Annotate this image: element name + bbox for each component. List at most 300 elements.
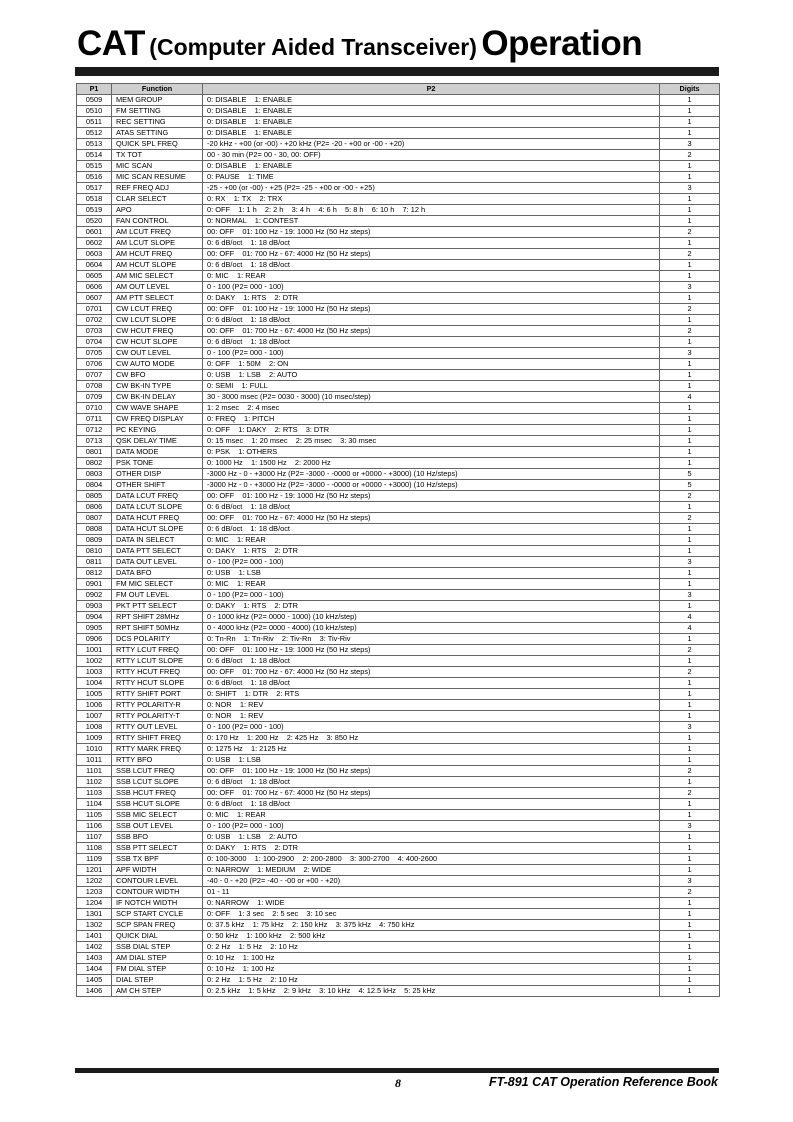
p2-cell: 0: 6 dB/oct 1: 18 dB/oct [203, 678, 660, 689]
table-row [77, 700, 720, 711]
digits-cell: 1 [660, 128, 720, 139]
table-row [77, 546, 720, 557]
table-row [77, 986, 720, 997]
digits-cell: 1 [660, 293, 720, 304]
p1-cell: 0708 [77, 381, 112, 392]
p2-cell: 0: 170 Hz 1: 200 Hz 2: 425 Hz 3: 850 Hz [203, 733, 660, 744]
table-body [77, 95, 720, 997]
p1-cell: 1109 [77, 854, 112, 865]
p1-cell: 0703 [77, 326, 112, 337]
p2-cell: 0: SEMI 1: FULL [203, 381, 660, 392]
table-row [77, 964, 720, 975]
function-cell: CW HCUT FREQ [112, 326, 203, 337]
function-cell: SSB HCUT SLOPE [112, 799, 203, 810]
table-row [77, 95, 720, 106]
function-cell: DATA PTT SELECT [112, 546, 203, 557]
p2-cell: 0: DAKY 1: RTS 2: DTR [203, 546, 660, 557]
digits-cell: 3 [660, 348, 720, 359]
function-cell: AM MIC SELECT [112, 271, 203, 282]
p1-cell: 0809 [77, 535, 112, 546]
p2-cell: 0 - 100 (P2= 000 - 100) [203, 821, 660, 832]
function-cell: DATA LCUT SLOPE [112, 502, 203, 513]
p1-cell: 0520 [77, 216, 112, 227]
p2-cell: -3000 Hz - 0 - +3000 Hz (P2= -3000 - -0000 or +0000 - +3000) (10 Hz/steps) [203, 469, 660, 480]
p2-cell: 00: OFF 01: 100 Hz - 19: 1000 Hz (50 Hz steps) [203, 227, 660, 238]
table-row [77, 568, 720, 579]
table-row [77, 128, 720, 139]
function-cell: TX TOT [112, 150, 203, 161]
p1-cell: 0705 [77, 348, 112, 359]
p1-cell: 0806 [77, 502, 112, 513]
p2-cell: 0: MIC 1: REAR [203, 271, 660, 282]
table-row [77, 414, 720, 425]
table-row [77, 205, 720, 216]
digits-cell: 4 [660, 623, 720, 634]
p1-cell: 0802 [77, 458, 112, 469]
function-cell: RTTY POLARITY-T [112, 711, 203, 722]
table-row [77, 887, 720, 898]
table-row [77, 920, 720, 931]
function-cell: FM MIC SELECT [112, 579, 203, 590]
digits-cell: 1 [660, 865, 720, 876]
p1-cell: 1405 [77, 975, 112, 986]
p1-cell: 0711 [77, 414, 112, 425]
col-header-digits: Digits [660, 84, 720, 95]
table-row [77, 535, 720, 546]
digits-cell: 2 [660, 249, 720, 260]
table-row [77, 590, 720, 601]
function-cell: SSB BFO [112, 832, 203, 843]
p2-cell: 00: OFF 01: 700 Hz - 67: 4000 Hz (50 Hz steps) [203, 667, 660, 678]
page-number: 8 [395, 1076, 401, 1090]
digits-cell: 1 [660, 898, 720, 909]
page-title [77, 22, 717, 66]
digits-cell: 1 [660, 634, 720, 645]
digits-cell: 1 [660, 260, 720, 271]
p1-cell: 1406 [77, 986, 112, 997]
p2-cell: 0 - 4000 kHz (P2= 0000 - 4000) (10 kHz/step) [203, 623, 660, 634]
digits-cell: 1 [660, 95, 720, 106]
digits-cell: 1 [660, 447, 720, 458]
digits-cell: 1 [660, 425, 720, 436]
p2-cell: 0: NOR 1: REV [203, 700, 660, 711]
digits-cell: 3 [660, 590, 720, 601]
function-cell: PC KEYING [112, 425, 203, 436]
p1-cell: 0902 [77, 590, 112, 601]
table-row [77, 799, 720, 810]
p2-cell: 0: USB 1: LSB 2: AUTO [203, 832, 660, 843]
p1-cell: 1403 [77, 953, 112, 964]
function-cell: REC SETTING [112, 117, 203, 128]
digits-cell: 1 [660, 975, 720, 986]
function-cell: RTTY OUT LEVEL [112, 722, 203, 733]
function-cell: RTTY HCUT SLOPE [112, 678, 203, 689]
table-row [77, 832, 720, 843]
p2-cell: 00: OFF 01: 700 Hz - 67: 4000 Hz (50 Hz steps) [203, 513, 660, 524]
p1-cell: 1301 [77, 909, 112, 920]
function-cell: ATAS SETTING [112, 128, 203, 139]
p1-cell: 1005 [77, 689, 112, 700]
function-cell: CW BK-IN DELAY [112, 392, 203, 403]
table-row [77, 623, 720, 634]
p1-cell: 0704 [77, 337, 112, 348]
digits-cell: 1 [660, 986, 720, 997]
p2-cell: 0: DAKY 1: RTS 2: DTR [203, 843, 660, 854]
digits-cell: 1 [660, 854, 720, 865]
p2-cell: 0: 100-3000 1: 100-2900 2: 200-2800 3: 300-2700 4: 400-2600 [203, 854, 660, 865]
table-header-row [77, 84, 720, 95]
p2-cell: 0: DAKY 1: RTS 2: DTR [203, 601, 660, 612]
p2-cell: 00: OFF 01: 100 Hz - 19: 1000 Hz (50 Hz steps) [203, 766, 660, 777]
digits-cell: 1 [660, 601, 720, 612]
p2-cell: 0: 6 dB/oct 1: 18 dB/oct [203, 502, 660, 513]
table-row [77, 469, 720, 480]
table-row [77, 975, 720, 986]
function-cell: OTHER DISP [112, 469, 203, 480]
p2-cell: 00: OFF 01: 100 Hz - 19: 1000 Hz (50 Hz steps) [203, 491, 660, 502]
p2-cell: 00: OFF 01: 700 Hz - 67: 4000 Hz (50 Hz steps) [203, 326, 660, 337]
p2-cell: 0: 2 Hz 1: 5 Hz 2: 10 Hz [203, 942, 660, 953]
p2-cell: 0 - 100 (P2= 000 - 100) [203, 282, 660, 293]
p1-cell: 0601 [77, 227, 112, 238]
digits-cell: 2 [660, 304, 720, 315]
p2-cell: 0: USB 1: LSB [203, 755, 660, 766]
table-row [77, 502, 720, 513]
function-cell: CW BK-IN TYPE [112, 381, 203, 392]
p2-cell: 1: 2 msec 2: 4 msec [203, 403, 660, 414]
function-cell: QSK DELAY TIME [112, 436, 203, 447]
p1-cell: 0904 [77, 612, 112, 623]
digits-cell: 2 [660, 227, 720, 238]
p1-cell: 1003 [77, 667, 112, 678]
table-row [77, 733, 720, 744]
table-row [77, 645, 720, 656]
function-cell: SCP SPAN FREQ [112, 920, 203, 931]
table-row [77, 172, 720, 183]
p1-cell: 1101 [77, 766, 112, 777]
p2-cell: 0: OFF 1: 1 h 2: 2 h 3: 4 h 4: 6 h 5: 8 h 6: 10 h 7: 12 h [203, 205, 660, 216]
p1-cell: 0709 [77, 392, 112, 403]
function-cell: CW FREQ DISPLAY [112, 414, 203, 425]
digits-cell: 1 [660, 953, 720, 964]
table-row [77, 876, 720, 887]
function-cell: DATA LCUT FREQ [112, 491, 203, 502]
digits-cell: 1 [660, 194, 720, 205]
table-row [77, 392, 720, 403]
digits-cell: 2 [660, 491, 720, 502]
digits-cell: 1 [660, 689, 720, 700]
table-row [77, 216, 720, 227]
digits-cell: 1 [660, 843, 720, 854]
p2-cell: 0 - 100 (P2= 000 - 100) [203, 590, 660, 601]
p1-cell: 0602 [77, 238, 112, 249]
p1-cell: 0808 [77, 524, 112, 535]
digits-cell: 1 [660, 117, 720, 128]
table-row [77, 425, 720, 436]
table-row [77, 304, 720, 315]
p2-cell: 0: DISABLE 1: ENABLE [203, 117, 660, 128]
title-rule [75, 67, 719, 76]
table-row [77, 271, 720, 282]
p2-cell: 0: 6 dB/oct 1: 18 dB/oct [203, 238, 660, 249]
p2-cell: 0: NARROW 1: MEDIUM 2: WIDE [203, 865, 660, 876]
function-cell: CONTOUR WIDTH [112, 887, 203, 898]
p2-cell: 0: NARROW 1: WIDE [203, 898, 660, 909]
p1-cell: 0805 [77, 491, 112, 502]
table-row [77, 436, 720, 447]
digits-cell: 1 [660, 832, 720, 843]
table-row [77, 953, 720, 964]
function-cell: AM HCUT FREQ [112, 249, 203, 260]
p2-cell: 0 - 100 (P2= 000 - 100) [203, 557, 660, 568]
p2-cell: 0: 15 msec 1: 20 msec 2: 25 msec 3: 30 msec [203, 436, 660, 447]
p2-cell: 0: 6 dB/oct 1: 18 dB/oct [203, 777, 660, 788]
function-cell: CW WAVE SHAPE [112, 403, 203, 414]
digits-cell: 3 [660, 722, 720, 733]
p1-cell: 1202 [77, 876, 112, 887]
digits-cell: 1 [660, 359, 720, 370]
table-row [77, 744, 720, 755]
p2-cell: 0: PSK 1: OTHERS [203, 447, 660, 458]
table-row [77, 821, 720, 832]
digits-cell: 1 [660, 678, 720, 689]
digits-cell: 1 [660, 810, 720, 821]
digits-cell: 5 [660, 469, 720, 480]
function-cell: CW LCUT SLOPE [112, 315, 203, 326]
digits-cell: 1 [660, 216, 720, 227]
table-row [77, 458, 720, 469]
p2-cell: 0: Tn-Rn 1: Tn-Riv 2: Tiv-Rn 3: Tiv-Riv [203, 634, 660, 645]
table-row [77, 909, 720, 920]
digits-cell: 1 [660, 700, 720, 711]
digits-cell: 2 [660, 766, 720, 777]
p2-cell: 0: 6 dB/oct 1: 18 dB/oct [203, 656, 660, 667]
p1-cell: 0707 [77, 370, 112, 381]
p2-cell: 0: DISABLE 1: ENABLE [203, 106, 660, 117]
p2-cell: 0: 6 dB/oct 1: 18 dB/oct [203, 524, 660, 535]
function-cell: CONTOUR LEVEL [112, 876, 203, 887]
p1-cell: 1009 [77, 733, 112, 744]
p1-cell: 1302 [77, 920, 112, 931]
p1-cell: 0801 [77, 447, 112, 458]
function-cell: SSB LCUT SLOPE [112, 777, 203, 788]
table-row [77, 513, 720, 524]
p1-cell: 0607 [77, 293, 112, 304]
p1-cell: 0807 [77, 513, 112, 524]
function-cell: SSB HCUT FREQ [112, 788, 203, 799]
table-row [77, 150, 720, 161]
p2-cell: 0: 6 dB/oct 1: 18 dB/oct [203, 315, 660, 326]
function-cell: AM LCUT FREQ [112, 227, 203, 238]
p1-cell: 0519 [77, 205, 112, 216]
table-row [77, 238, 720, 249]
table-row [77, 370, 720, 381]
function-cell: SSB PTT SELECT [112, 843, 203, 854]
function-cell: QUICK DIAL [112, 931, 203, 942]
p2-cell: 0: 37.5 kHz 1: 75 kHz 2: 150 kHz 3: 375 kHz 4: 750 kHz [203, 920, 660, 931]
table-row [77, 194, 720, 205]
table-row [77, 898, 720, 909]
footer-rule [75, 1068, 719, 1073]
col-header-function: Function [112, 84, 203, 95]
p2-cell: 0: MIC 1: REAR [203, 810, 660, 821]
digits-cell: 1 [660, 414, 720, 425]
table-row [77, 359, 720, 370]
digits-cell: 3 [660, 139, 720, 150]
p1-cell: 0901 [77, 579, 112, 590]
digits-cell: 1 [660, 579, 720, 590]
table-row [77, 722, 720, 733]
p1-cell: 1011 [77, 755, 112, 766]
table-row [77, 931, 720, 942]
p2-cell: 00 - 30 min (P2= 00 - 30, 00: OFF) [203, 150, 660, 161]
digits-cell: 2 [660, 887, 720, 898]
p1-cell: 0706 [77, 359, 112, 370]
function-cell: DATA OUT LEVEL [112, 557, 203, 568]
p1-cell: 0812 [77, 568, 112, 579]
digits-cell: 3 [660, 282, 720, 293]
function-cell: RTTY LCUT FREQ [112, 645, 203, 656]
p2-cell: 0: PAUSE 1: TIME [203, 172, 660, 183]
p1-cell: 1102 [77, 777, 112, 788]
table-row [77, 260, 720, 271]
function-cell: SSB MIC SELECT [112, 810, 203, 821]
p1-cell: 0512 [77, 128, 112, 139]
digits-cell: 3 [660, 183, 720, 194]
p1-cell: 0710 [77, 403, 112, 414]
table-row [77, 348, 720, 359]
digits-cell: 1 [660, 271, 720, 282]
table-row [77, 667, 720, 678]
p1-cell: 1001 [77, 645, 112, 656]
table-row [77, 634, 720, 645]
table-row [77, 557, 720, 568]
digits-cell: 1 [660, 920, 720, 931]
function-cell: CLAR SELECT [112, 194, 203, 205]
p1-cell: 0513 [77, 139, 112, 150]
function-cell: SSB LCUT FREQ [112, 766, 203, 777]
digits-cell: 1 [660, 733, 720, 744]
p2-cell: 0 - 1000 kHz (P2= 0000 - 1000) (10 kHz/step) [203, 612, 660, 623]
p1-cell: 0804 [77, 480, 112, 491]
table-row [77, 777, 720, 788]
function-cell: SCP START CYCLE [112, 909, 203, 920]
book-title: FT-891 CAT Operation Reference Book [489, 1075, 718, 1089]
digits-cell: 1 [660, 205, 720, 216]
p1-cell: 1204 [77, 898, 112, 909]
table-row [77, 755, 720, 766]
table-row [77, 480, 720, 491]
p2-cell: 0: 10 Hz 1: 100 Hz [203, 964, 660, 975]
p1-cell: 1201 [77, 865, 112, 876]
p2-cell: 0 - 100 (P2= 000 - 100) [203, 348, 660, 359]
p2-cell: 0: NORMAL 1: CONTEST [203, 216, 660, 227]
p1-cell: 0514 [77, 150, 112, 161]
title-cat: CAT [77, 24, 145, 63]
p1-cell: 1106 [77, 821, 112, 832]
digits-cell: 2 [660, 326, 720, 337]
digits-cell: 1 [660, 106, 720, 117]
digits-cell: 2 [660, 513, 720, 524]
table-row [77, 249, 720, 260]
function-cell: FM SETTING [112, 106, 203, 117]
digits-cell: 1 [660, 942, 720, 953]
p1-cell: 0702 [77, 315, 112, 326]
digits-cell: 2 [660, 645, 720, 656]
digits-cell: 4 [660, 392, 720, 403]
p2-cell: 0: 1275 Hz 1: 2125 Hz [203, 744, 660, 755]
digits-cell: 1 [660, 909, 720, 920]
digits-cell: 3 [660, 821, 720, 832]
digits-cell: 1 [660, 755, 720, 766]
table-row [77, 326, 720, 337]
digits-cell: 1 [660, 535, 720, 546]
p1-cell: 1007 [77, 711, 112, 722]
function-cell: AM CH STEP [112, 986, 203, 997]
function-cell: AM DIAL STEP [112, 953, 203, 964]
table-row [77, 337, 720, 348]
table-row [77, 106, 720, 117]
function-cell: RTTY POLARITY-R [112, 700, 203, 711]
digits-cell: 1 [660, 436, 720, 447]
col-header-p1: P1 [77, 84, 112, 95]
p1-cell: 0515 [77, 161, 112, 172]
p2-cell: 0: MIC 1: REAR [203, 535, 660, 546]
digits-cell: 1 [660, 315, 720, 326]
p2-cell: 0: OFF 1: DAKY 2: RTS 3: DTR [203, 425, 660, 436]
table-row [77, 117, 720, 128]
function-cell: MIC SCAN RESUME [112, 172, 203, 183]
p1-cell: 1401 [77, 931, 112, 942]
digits-cell: 1 [660, 656, 720, 667]
table-row [77, 711, 720, 722]
table-row [77, 810, 720, 821]
p1-cell: 1002 [77, 656, 112, 667]
p1-cell: 1402 [77, 942, 112, 953]
digits-cell: 1 [660, 403, 720, 414]
function-cell: RTTY SHIFT PORT [112, 689, 203, 700]
p2-cell: -20 kHz - +00 (or -00) - +20 kHz (P2= -20 - +00 or -00 - +20) [203, 139, 660, 150]
table-row [77, 524, 720, 535]
p1-cell: 1104 [77, 799, 112, 810]
p1-cell: 0811 [77, 557, 112, 568]
function-cell: RTTY LCUT SLOPE [112, 656, 203, 667]
function-cell: APO [112, 205, 203, 216]
p2-cell: -40 - 0 - +20 (P2= -40 - -00 or +00 - +20) [203, 876, 660, 887]
p2-cell: 00: OFF 01: 700 Hz - 67: 4000 Hz (50 Hz steps) [203, 788, 660, 799]
table-row [77, 139, 720, 150]
function-cell: RTTY HCUT FREQ [112, 667, 203, 678]
p1-cell: 1008 [77, 722, 112, 733]
digits-cell: 1 [660, 777, 720, 788]
p1-cell: 1105 [77, 810, 112, 821]
table-row [77, 381, 720, 392]
p2-cell: 30 - 3000 msec (P2= 0030 - 3000) (10 msec/step) [203, 392, 660, 403]
function-cell: MEM GROUP [112, 95, 203, 106]
p1-cell: 0905 [77, 623, 112, 634]
function-cell: RPT SHIFT 28MHz [112, 612, 203, 623]
p2-cell: 00: OFF 01: 100 Hz - 19: 1000 Hz (50 Hz steps) [203, 645, 660, 656]
function-cell: IF NOTCH WIDTH [112, 898, 203, 909]
p1-cell: 1203 [77, 887, 112, 898]
p1-cell: 0518 [77, 194, 112, 205]
digits-cell: 1 [660, 161, 720, 172]
table-row [77, 601, 720, 612]
p2-cell: 0: RX 1: TX 2: TRX [203, 194, 660, 205]
p1-cell: 0604 [77, 260, 112, 271]
digits-cell: 3 [660, 876, 720, 887]
function-cell: AM HCUT SLOPE [112, 260, 203, 271]
